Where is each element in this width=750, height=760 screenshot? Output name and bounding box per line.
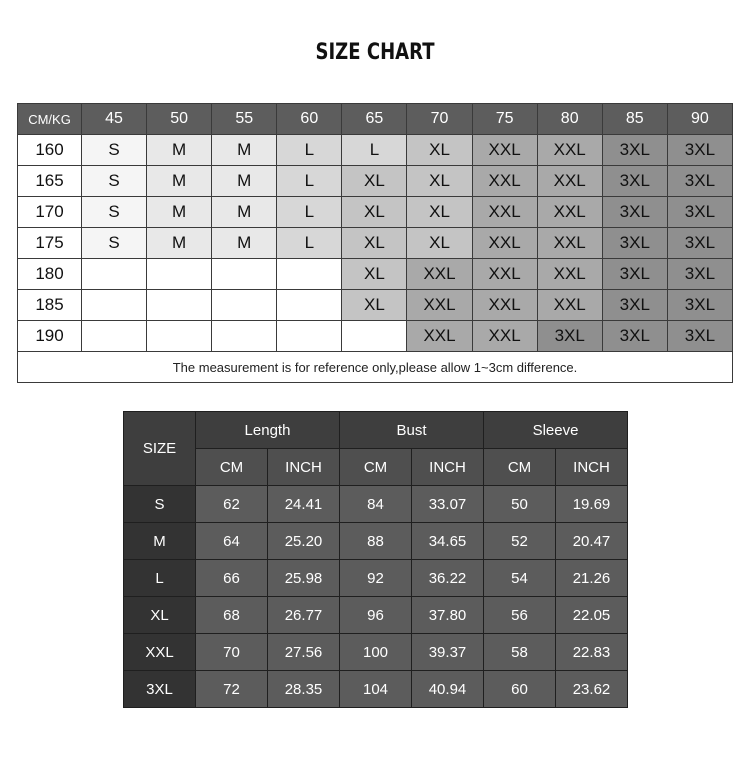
measurement-table xyxy=(123,411,628,708)
size-cell: XXL xyxy=(407,321,472,352)
table-row xyxy=(124,671,628,708)
size-cell: XXL xyxy=(537,228,602,259)
size-cell xyxy=(212,321,277,352)
table-row xyxy=(124,634,628,671)
unit-header: CM xyxy=(340,449,412,486)
size-cell: M xyxy=(147,135,212,166)
size-cell xyxy=(82,290,147,321)
table-row xyxy=(18,166,733,197)
table-row xyxy=(124,597,628,634)
size-cell: 3XL xyxy=(602,259,667,290)
table-row xyxy=(18,228,733,259)
size-cell: 3XL xyxy=(602,166,667,197)
measurement-cell: 22.05 xyxy=(556,597,628,634)
table-row xyxy=(18,259,733,290)
size-cell: L xyxy=(342,135,407,166)
disclaimer-note: The measurement is for reference only,please allow 1~3cm difference. xyxy=(18,352,733,383)
size-cell: 3XL xyxy=(667,259,732,290)
unit-header: INCH xyxy=(268,449,340,486)
size-cell: XL xyxy=(407,228,472,259)
size-cell: XXL xyxy=(537,290,602,321)
size-cell: 3XL xyxy=(602,321,667,352)
measurement-cell: 62 xyxy=(196,486,268,523)
size-cell: XL xyxy=(407,166,472,197)
size-cell xyxy=(277,321,342,352)
measurement-cell: 40.94 xyxy=(412,671,484,708)
size-label-cell: 3XL xyxy=(124,671,196,708)
measurement-cell: 28.35 xyxy=(268,671,340,708)
measurement-cell: 92 xyxy=(340,560,412,597)
measurement-cell: 52 xyxy=(484,523,556,560)
size-cell: XXL xyxy=(537,259,602,290)
size-cell: XXL xyxy=(407,259,472,290)
measurement-cell: 21.26 xyxy=(556,560,628,597)
size-cell: S xyxy=(82,135,147,166)
size-cell: 3XL xyxy=(667,166,732,197)
weight-header: 85 xyxy=(602,104,667,135)
measurement-cell: 100 xyxy=(340,634,412,671)
measurement-cell: 104 xyxy=(340,671,412,708)
size-cell: M xyxy=(147,166,212,197)
size-cell: XXL xyxy=(537,197,602,228)
measurement-cell: 68 xyxy=(196,597,268,634)
weight-header: 60 xyxy=(277,104,342,135)
unit-header: INCH xyxy=(412,449,484,486)
measurement-cell: 25.98 xyxy=(268,560,340,597)
measurement-cell: 25.20 xyxy=(268,523,340,560)
size-cell: XXL xyxy=(472,290,537,321)
size-cell: XL xyxy=(342,228,407,259)
measurement-cell: 37.80 xyxy=(412,597,484,634)
size-column-header: SIZE xyxy=(124,412,196,486)
size-cell: 3XL xyxy=(602,228,667,259)
size-cell xyxy=(147,259,212,290)
table-row xyxy=(18,321,733,352)
size-cell: XXL xyxy=(472,135,537,166)
size-cell: XXL xyxy=(472,228,537,259)
measurement-cell: 19.69 xyxy=(556,486,628,523)
measurement-cell: 34.65 xyxy=(412,523,484,560)
measurement-cell: 39.37 xyxy=(412,634,484,671)
size-cell: XL xyxy=(342,197,407,228)
table-row xyxy=(18,290,733,321)
size-cell xyxy=(82,259,147,290)
height-cell: 185 xyxy=(18,290,82,321)
size-cell xyxy=(277,290,342,321)
measurement-cell: 70 xyxy=(196,634,268,671)
size-cell: M xyxy=(147,197,212,228)
table-row xyxy=(124,523,628,560)
size-cell: XXL xyxy=(537,166,602,197)
height-cell: 165 xyxy=(18,166,82,197)
measurement-cell: 88 xyxy=(340,523,412,560)
size-cell: M xyxy=(212,135,277,166)
size-cell: L xyxy=(277,197,342,228)
group-header-row xyxy=(124,412,628,449)
size-cell: XL xyxy=(342,166,407,197)
size-cell: M xyxy=(212,166,277,197)
table-row xyxy=(124,560,628,597)
measurement-cell: 27.56 xyxy=(268,634,340,671)
table-row xyxy=(124,486,628,523)
unit-header: CM xyxy=(196,449,268,486)
unit-header: CM xyxy=(484,449,556,486)
size-cell: 3XL xyxy=(537,321,602,352)
size-cell: XXL xyxy=(407,290,472,321)
measurement-cell: 84 xyxy=(340,486,412,523)
size-label-cell: XXL xyxy=(124,634,196,671)
height-cell: 170 xyxy=(18,197,82,228)
measurement-cell: 22.83 xyxy=(556,634,628,671)
table-row xyxy=(18,197,733,228)
measurement-cell: 50 xyxy=(484,486,556,523)
weight-header: 90 xyxy=(667,104,732,135)
size-cell: S xyxy=(82,228,147,259)
size-cell: L xyxy=(277,166,342,197)
corner-label: CM/KG xyxy=(18,104,82,135)
measurement-cell: 54 xyxy=(484,560,556,597)
measurement-cell: 36.22 xyxy=(412,560,484,597)
size-cell: XXL xyxy=(472,166,537,197)
unit-header-row xyxy=(124,449,628,486)
weight-header: 65 xyxy=(342,104,407,135)
note-row xyxy=(18,352,733,383)
measurement-cell: 56 xyxy=(484,597,556,634)
height-cell: 175 xyxy=(18,228,82,259)
size-cell: L xyxy=(277,135,342,166)
size-label-cell: S xyxy=(124,486,196,523)
weight-header-row xyxy=(18,104,733,135)
size-cell: 3XL xyxy=(667,290,732,321)
size-cell: 3XL xyxy=(667,321,732,352)
size-cell: M xyxy=(212,228,277,259)
size-cell xyxy=(212,290,277,321)
height-cell: 160 xyxy=(18,135,82,166)
weight-header: 50 xyxy=(147,104,212,135)
size-cell: L xyxy=(277,228,342,259)
size-cell: 3XL xyxy=(667,228,732,259)
size-cell xyxy=(277,259,342,290)
size-cell xyxy=(147,321,212,352)
sleeve-group-header: Sleeve xyxy=(484,412,628,449)
weight-header: 55 xyxy=(212,104,277,135)
measurement-cell: 26.77 xyxy=(268,597,340,634)
measurement-cell: 60 xyxy=(484,671,556,708)
size-label-cell: XL xyxy=(124,597,196,634)
measurement-cell: 72 xyxy=(196,671,268,708)
measurement-cell: 66 xyxy=(196,560,268,597)
measurement-cell: 23.62 xyxy=(556,671,628,708)
size-cell xyxy=(82,321,147,352)
size-cell xyxy=(342,321,407,352)
length-group-header: Length xyxy=(196,412,340,449)
size-label-cell: M xyxy=(124,523,196,560)
size-cell: XXL xyxy=(472,321,537,352)
size-cell xyxy=(147,290,212,321)
size-cell: 3XL xyxy=(667,135,732,166)
height-cell: 190 xyxy=(18,321,82,352)
size-cell: M xyxy=(212,197,277,228)
weight-header: 45 xyxy=(82,104,147,135)
measurement-cell: 96 xyxy=(340,597,412,634)
size-cell: S xyxy=(82,166,147,197)
size-cell: XXL xyxy=(472,197,537,228)
measurement-cell: 20.47 xyxy=(556,523,628,560)
size-cell: M xyxy=(147,228,212,259)
height-cell: 180 xyxy=(18,259,82,290)
size-label-cell: L xyxy=(124,560,196,597)
measurement-cell: 58 xyxy=(484,634,556,671)
table-row xyxy=(18,135,733,166)
unit-header: INCH xyxy=(556,449,628,486)
size-cell: 3XL xyxy=(667,197,732,228)
size-cell: S xyxy=(82,197,147,228)
size-recommendation-table xyxy=(17,103,733,383)
size-cell: XL xyxy=(407,135,472,166)
size-cell: 3XL xyxy=(602,135,667,166)
measurement-cell: 24.41 xyxy=(268,486,340,523)
size-cell: XL xyxy=(407,197,472,228)
size-cell: XXL xyxy=(537,135,602,166)
page-title: SIZE CHART xyxy=(315,40,435,65)
weight-header: 70 xyxy=(407,104,472,135)
size-cell: XL xyxy=(342,290,407,321)
size-cell: XXL xyxy=(472,259,537,290)
bust-group-header: Bust xyxy=(340,412,484,449)
measurement-cell: 64 xyxy=(196,523,268,560)
size-cell: XL xyxy=(342,259,407,290)
size-cell: 3XL xyxy=(602,197,667,228)
weight-header: 75 xyxy=(472,104,537,135)
size-cell: 3XL xyxy=(602,290,667,321)
size-cell xyxy=(212,259,277,290)
measurement-cell: 33.07 xyxy=(412,486,484,523)
weight-header: 80 xyxy=(537,104,602,135)
